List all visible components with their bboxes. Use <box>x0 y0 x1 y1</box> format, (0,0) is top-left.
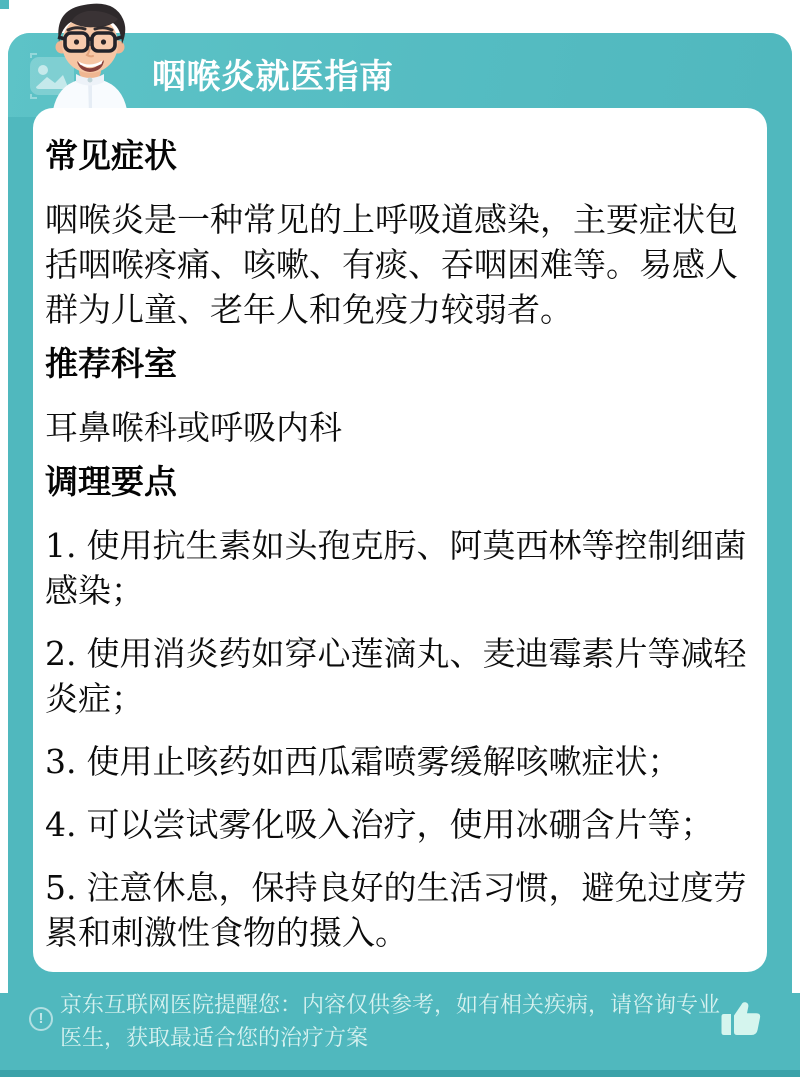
item-text: 使用抗生素如头孢克肟、阿莫西林等控制细菌感染； <box>45 526 747 609</box>
care-point-item <box>45 865 755 955</box>
care-point-item <box>45 523 755 613</box>
alert-symbol: ! <box>38 1010 44 1027</box>
care-point-item <box>45 802 755 847</box>
top-left-corner-accent <box>0 0 9 9</box>
item-text: 注意休息，保持良好的生活习惯，避免过度劳累和刺激性食物的摄入。 <box>45 868 747 951</box>
section-heading-department: 推荐科室 <box>45 344 177 382</box>
item-number: 2. <box>45 633 77 673</box>
page-title: 咽喉炎就医指南 <box>152 58 394 96</box>
item-text: 使用消炎药如穿心莲滴丸、麦迪霉素片等减轻炎症； <box>45 634 747 717</box>
symptoms-paragraph: 咽喉炎是一种常见的上呼吸道感染，主要症状包括咽喉疼痛、咳嗽、有痰、吞咽困难等。易感人群为儿童、老年人和免疫力较弱者。 <box>45 200 738 328</box>
department-paragraph: 耳鼻喉科或呼吸内科 <box>45 408 342 446</box>
alert-circle-icon <box>29 1007 53 1031</box>
section-heading-symptoms: 常见症状 <box>45 137 177 174</box>
content-card <box>33 108 767 972</box>
item-text: 使用止咳药如西瓜霜喷雾缓解咳嗽症状； <box>86 742 681 780</box>
thumbs-up-icon[interactable] <box>718 997 764 1041</box>
section-heading-care-points: 调理要点 <box>45 462 177 500</box>
item-number: 3. <box>45 741 77 781</box>
item-text: 可以尝试雾化吸入治疗，使用冰硼含片等； <box>86 805 714 843</box>
bottom-accent-strip <box>0 1070 800 1077</box>
footer-disclaimer: 京东互联网医院提醒您：内容仅供参考，如有相关疾病，请咨询专业医生，获取最适合您的治疗方案 <box>60 992 721 1050</box>
item-number: 4. <box>45 804 77 844</box>
care-points-list <box>45 523 755 955</box>
item-number: 1. <box>45 525 77 565</box>
item-number: 5. <box>45 867 77 907</box>
care-point-item <box>45 739 755 784</box>
doctor-avatar <box>26 2 154 116</box>
care-point-item <box>45 631 755 721</box>
